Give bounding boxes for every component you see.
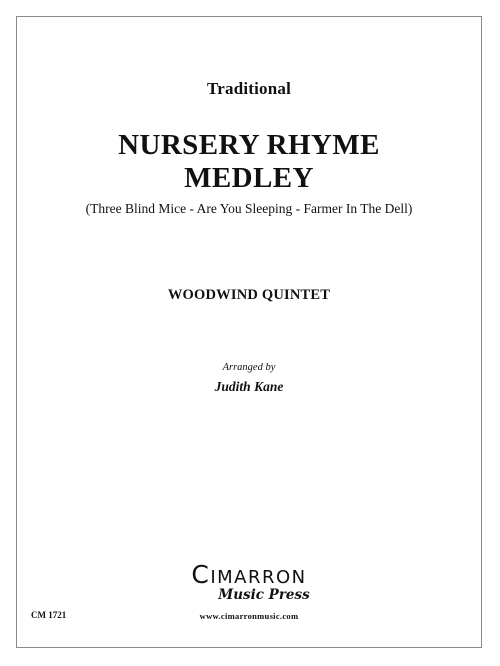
publisher-logo-initial: C xyxy=(191,560,211,589)
catalog-number: CM 1721 xyxy=(31,610,67,620)
publisher-logo-wordmark xyxy=(17,560,481,589)
title-line-2: MEDLEY xyxy=(184,162,314,194)
title-line-1: NURSERY RHYME xyxy=(118,129,380,161)
subtitle: (Three Blind Mice - Are You Sleeping - Farmer In The Dell) xyxy=(85,201,413,216)
publisher-logo xyxy=(17,560,481,603)
publisher-logo-subtitle: Music Press xyxy=(218,587,310,603)
publisher-logo-rest: IMARRON xyxy=(210,567,307,588)
ensemble: WOODWIND QUINTET xyxy=(167,287,331,303)
composer: Traditional xyxy=(206,79,292,98)
publisher-website: www.cimarronmusic.com xyxy=(199,611,299,621)
cover-page xyxy=(16,16,482,648)
arranged-by-label: Arranged by xyxy=(222,362,276,373)
arranger-name: Judith Kane xyxy=(214,379,284,394)
title xyxy=(17,129,481,195)
